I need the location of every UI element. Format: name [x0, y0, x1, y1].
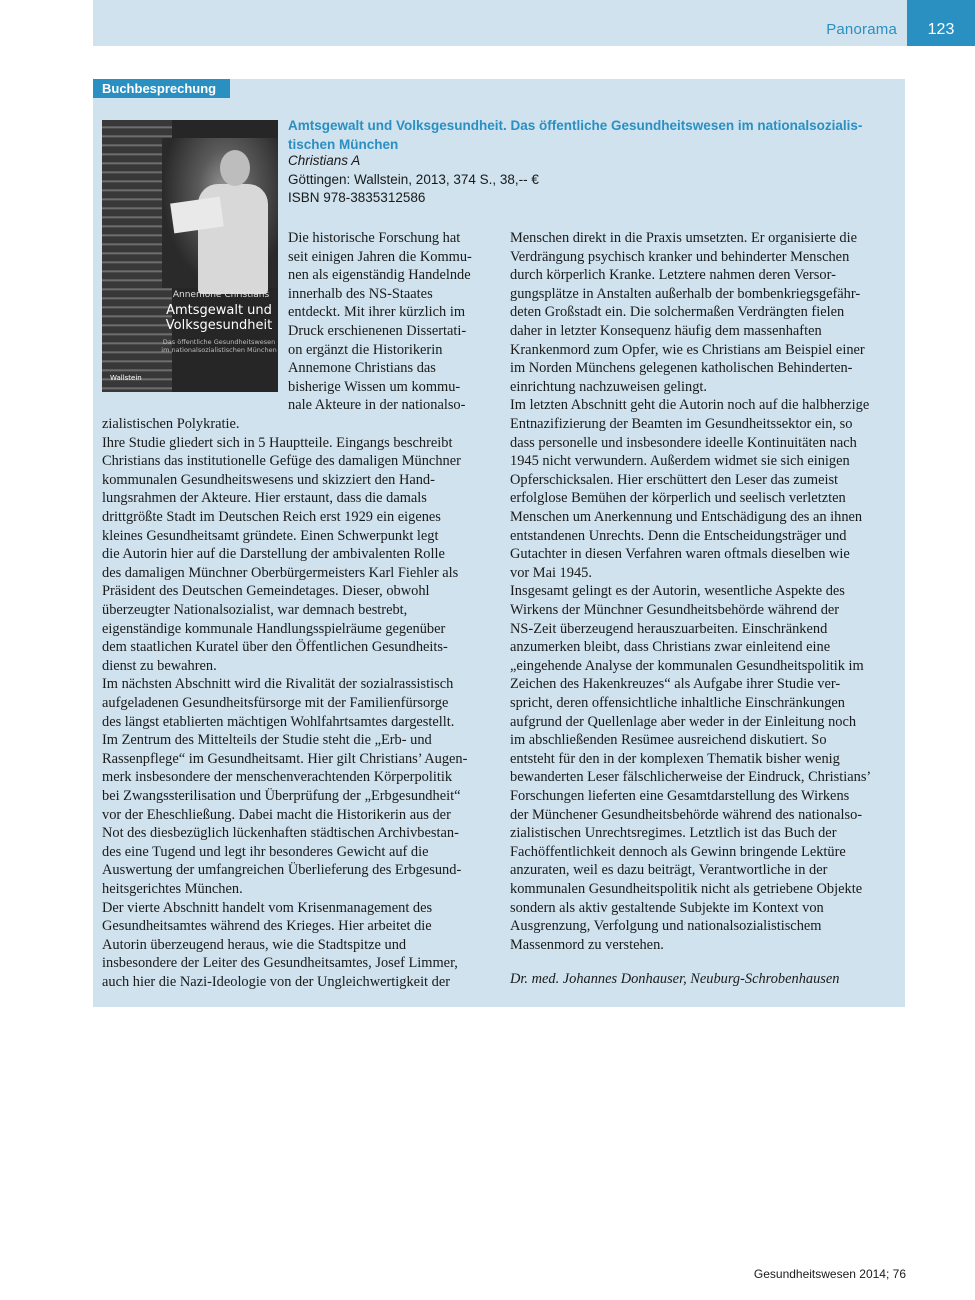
text-line: heitsgerichtes München.	[102, 881, 243, 897]
book-title-line2: tischen München	[288, 137, 399, 152]
text-line: einrichtung nachzuweisen gelingt.	[510, 378, 708, 395]
cover-subtitle-line2: im nationalsozialistischen München	[161, 346, 277, 354]
page-number: 123	[907, 0, 975, 46]
text-line: im Norden Münchens gelegenen katholischen Behinderten-	[510, 360, 853, 377]
text-line: Gesundheitsamtes während des Krieges. Hier arbeitet die	[102, 918, 432, 935]
text-line: merk insbesondere der menschenverachtenden Körperpolitik	[102, 769, 453, 786]
text-line: eigenständige kommunale Handlungsspielräume gegenüber	[102, 620, 446, 637]
cover-title-line1: Amtsgewalt und	[166, 303, 272, 318]
text-line: Verdrängung psychisch kranker und behinderter Menschen	[510, 248, 850, 265]
text-line: aufgrund der Quellenlage aber weder in der Einleitung noch	[510, 713, 857, 730]
review-tag: Buchbesprechung	[93, 79, 230, 98]
text-line: aufgeladenen Gesundheitsfürsorge mit der Familienfürsorge	[102, 695, 449, 711]
text-line: innerhalb des NS-Staates	[288, 285, 433, 302]
text-line: daher in letzter Konsequenz häufig dem massenhaften	[510, 323, 822, 339]
text-line: kleines Gesundheitsamt gründete. Einen Schwerpunkt legt	[102, 527, 439, 544]
text-line: Entnazifizierung der Beamten im Gesundheitssektor ein, so	[510, 416, 853, 432]
text-line: NS-Zeit überzeugend herauszuarbeiten. Einschränkend	[510, 620, 828, 637]
header-bar	[93, 0, 907, 46]
text-line: Annemone Christians das	[288, 360, 436, 377]
book-title	[288, 116, 888, 154]
cover-subtitle	[160, 338, 278, 354]
text-line: insbesondere der Leiter des Gesundheitsamtes, Josef Limmer,	[102, 955, 458, 972]
text-line: des eine Tugend und legt ihr besonderes Gewicht auf die	[102, 843, 429, 860]
cover-title-line2: Volksgesundheit	[165, 318, 273, 333]
text-line: „eingehende Analyse der kommunalen Gesundheitspolitik im	[510, 657, 864, 674]
book-author: Christians A	[288, 153, 361, 168]
book-isbn: ISBN 978-3835312586	[288, 190, 426, 205]
text-line: vor Mai 1945.	[510, 564, 592, 581]
text-line: drittgrößte Stadt im Deutschen Reich erst 1929 ein eigenes	[102, 509, 441, 525]
text-line: spricht, deren offensichtliche inhaltliche Einschränkungen	[510, 695, 846, 711]
cover-title	[160, 303, 278, 333]
text-line: überzeugter Nationalsozialist, war demnach bestrebt,	[102, 602, 408, 618]
text-line: bisherige Wissen um kommu-	[288, 378, 461, 395]
text-line: kommunalen Gesundheitspolitik nicht als getriebene Objekte	[510, 881, 863, 897]
text-line: Not des diesbezüglich lückenhaften städtischen Archivbestan-	[102, 825, 459, 842]
text-line: kommunalen Gesundheitswesens und skizziert den Hand-	[102, 471, 435, 488]
reviewer-signature: Dr. med. Johannes Donhauser, Neuburg-Schrobenhausen	[510, 971, 840, 987]
text-line: die Autorin hier auf die Darstellung der ambivalenten Rolle	[102, 546, 445, 563]
text-line: Druck erschienenen Dissertati-	[288, 323, 467, 339]
text-line: erfolglose Bemühen der körperlich und seelisch verletzten	[510, 490, 846, 507]
text-line: Krankenmord zum Opfer, wie es Christians am Beispiel einer	[510, 341, 865, 358]
text-line: gungsplätze in Anstalten außerhalb der bombenkriegsgefähr-	[510, 285, 861, 302]
text-line: nen als eigenständig Handelnde	[288, 267, 471, 284]
text-line: Wirkens der Münchner Gesundheitsbehörde während der	[510, 602, 840, 618]
text-line: entdeckt. Mit ihrer kürzlich im	[288, 304, 466, 321]
section-label: Panorama	[826, 21, 897, 38]
text-line: nale Akteure in der nationalso-	[288, 397, 466, 414]
book-publication: Göttingen: Wallstein, 2013, 374 S., 38,-- €	[288, 172, 539, 187]
text-line: Im letzten Abschnitt geht die Autorin noch auf die halbherzige	[510, 397, 870, 414]
text-line: zialistischen Unrechtsregimes. Letztlich ist das Buch der	[510, 825, 837, 842]
text-line: Christians das institutionelle Gefüge des damaligen Münchner	[102, 453, 461, 470]
text-line: Die historische Forschung hat	[288, 230, 461, 246]
text-line: 1945 nicht verwundern. Außerdem widmet sie sich einigen	[510, 453, 850, 470]
text-line: im abschließenden Resümee ausreichend diskutiert. So	[510, 732, 827, 749]
text-line: bei Zwangssterilisation und Überprüfung der „Erbgesundheit“	[102, 788, 461, 804]
text-line: sondern als aktiv gestaltende Subjekte im Kontext von	[510, 899, 824, 916]
text-line: Der vierte Abschnitt handelt vom Krisenmanagement des	[102, 899, 433, 916]
book-title-line1: Amtsgewalt und Volksgesundheit. Das öffentliche Gesundheitswesen im nationalsozialis-	[288, 118, 863, 133]
cover-figure-head	[220, 150, 250, 186]
text-line: dass personelle und insbesondere ideelle Kontinuitäten nach	[510, 434, 857, 451]
text-line: der Münchener Gesundheitsbehörde während des nationalso-	[510, 806, 863, 823]
text-line: deten Großstadt ein. Die solchermaßen Verdrängten fielen	[510, 304, 845, 321]
text-line: Im nächsten Abschnitt wird die Rivalität der sozialrassistisch	[102, 676, 454, 693]
text-line: dem staatlichen Kuratel über den Öffentlichen Gesundheits-	[102, 639, 448, 656]
cover-publisher: Wallstein	[110, 374, 142, 382]
text-line: zialistischen Polykratie.	[102, 416, 240, 432]
text-line: Ihre Studie gliedert sich in 5 Hauptteile. Eingangs beschreibt	[102, 434, 453, 451]
text-line: Menschen direkt in die Praxis umsetzten. Er organisierte die	[510, 230, 858, 246]
text-line: Auswertung der umfangreichen Überlieferung des Erbgesund-	[102, 862, 462, 879]
text-line: entstandenen Unrechts. Denn die Entscheidungsträger und	[510, 527, 847, 544]
text-line: dienst zu bewahren.	[102, 657, 217, 674]
text-line: Ausgrenzung, Verfolgung und nationalsozialistischem	[510, 918, 822, 935]
text-line: Rassenpflege“ im Gesundheitsamt. Hier gilt Christians’ Augen-	[102, 750, 468, 767]
text-line: bewanderten Leser fälschlicherweise der Eindruck, Christians’	[510, 769, 872, 786]
text-line: anzuraten, weil es dazu beiträgt, Verantwortliche in der	[510, 862, 828, 879]
text-line: Autorin überzeugend heraus, wie die Stadtspitze und	[102, 936, 407, 953]
text-line: anzumerken bleibt, dass Christians zwar einleitend eine	[510, 639, 831, 656]
text-line: Fachöffentlichkeit dennoch als Gewinn bringende Lektüre	[510, 843, 846, 860]
text-line: auch hier die Nazi-Ideologie von der Ungleichwertigkeit der	[102, 974, 451, 990]
book-cover-image	[102, 120, 278, 392]
text-line: Opferschicksalen. Hier erschüttert den Leser das zumeist	[510, 471, 839, 488]
text-line: Forschungen lieferten eine Gesamtdarstellung des Wirkens	[510, 788, 850, 804]
cover-author: Annemone Christians	[172, 290, 270, 300]
text-line: Im Zentrum des Mittelteils der Studie steht die „Erb- und	[102, 732, 432, 749]
text-line: des damaligen Münchner Oberbürgermeisters Karl Fiehler als	[102, 564, 459, 581]
text-line: Gutachter in diesen Verfahren waren oftmals dieselben wie	[510, 546, 850, 563]
text-line: seit einigen Jahren die Kommu-	[288, 248, 472, 265]
text-line: on ergänzt die Historikerin	[288, 341, 443, 358]
footer-citation: Gesundheitswesen 2014; 76	[753, 1267, 906, 1281]
text-line: Insgesamt gelingt es der Autorin, wesentliche Aspekte des	[510, 583, 845, 600]
text-line: Zeichen des Hakenkreuzes“ als Aufgabe ihrer Studie ver-	[510, 676, 841, 693]
text-line: Präsident des Deutschen Gemeindetages. Dieser, obwohl	[102, 583, 430, 600]
text-line: des längst etablierten mächtigen Wohlfahrtsamtes dargestellt.	[102, 713, 455, 730]
text-line: vor der Eheschließung. Dabei macht die Historikerin aus der	[102, 806, 451, 823]
text-line: Massenmord zu verstehen.	[510, 936, 664, 953]
text-line: lungsrahmen der Akteure. Hier erstaunt, dass die damals	[102, 490, 427, 507]
cover-subtitle-line1: Das öffentliche Gesundheitswesen	[162, 338, 276, 346]
text-line: durch körperlich Kranke. Letztere nahmen deren Versor-	[510, 267, 836, 284]
text-line: Menschen um Anerkennung und Entschädigung des an ihnen	[510, 509, 863, 525]
text-line: entsteht für den in der komplexen Thematik bisher wenig	[510, 750, 840, 767]
